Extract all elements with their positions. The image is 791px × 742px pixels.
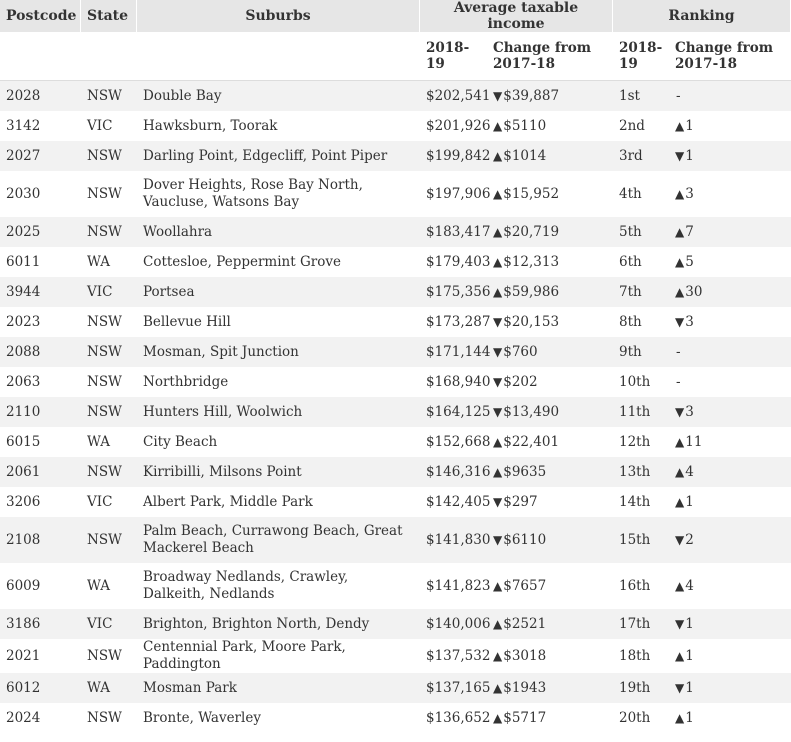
income-change-arrow-icon: ▼ — [493, 88, 503, 103]
income-cell: $183,417 — [420, 217, 487, 247]
rank-change-cell — [669, 457, 791, 487]
table-row — [0, 639, 791, 673]
suburbs-cell: Kirribilli, Milsons Point — [137, 457, 420, 487]
state-cell: NSW — [81, 217, 137, 247]
income-change-value: $2521 — [503, 615, 547, 632]
rank-change-cell — [669, 397, 791, 427]
income-change-cell — [487, 397, 613, 427]
table-row — [0, 247, 791, 277]
postcode-cell: 3206 — [0, 487, 81, 517]
postcode-cell: 2110 — [0, 397, 81, 427]
income-change-cell — [487, 457, 613, 487]
rank-change-arrow-icon: ▲ — [675, 648, 685, 663]
rank-change-cell — [669, 337, 791, 367]
rank-cell: 1st — [613, 81, 669, 111]
income-change-cell — [487, 307, 613, 337]
income-cell: $201,926 — [420, 111, 487, 141]
rank-cell: 15th — [613, 517, 669, 563]
income-change-arrow-icon: ▲ — [493, 284, 503, 299]
income-change-arrow-icon: ▲ — [493, 148, 503, 163]
rank-change-arrow-icon: ▲ — [675, 434, 685, 449]
postcode-cell: 2027 — [0, 141, 81, 171]
rank-change-arrow-icon: ▲ — [675, 464, 685, 479]
income-change-arrow-icon: ▲ — [493, 680, 503, 695]
table-row — [0, 563, 791, 609]
rank-change-arrow-icon: ▼ — [675, 314, 685, 329]
rank-change-value: - — [676, 87, 681, 104]
suburbs-cell: Woollahra — [137, 217, 420, 247]
income-change-arrow-icon: ▼ — [493, 314, 503, 329]
income-change-value: $20,719 — [503, 223, 560, 240]
subheader-income-year: 2018-19 — [420, 32, 487, 81]
rank-change-arrow-icon: ▼ — [675, 404, 685, 419]
rank-change-value: 1 — [685, 709, 694, 726]
rank-change-value: 1 — [685, 679, 694, 696]
rank-change-cell — [669, 703, 791, 733]
state-cell: NSW — [81, 141, 137, 171]
rank-change-value: 7 — [685, 223, 694, 240]
state-cell: VIC — [81, 277, 137, 307]
rank-change-value: 4 — [685, 577, 694, 594]
rank-change-value: 2 — [685, 531, 694, 548]
income-cell: $202,541 — [420, 81, 487, 111]
rank-change-value: 1 — [685, 147, 694, 164]
income-change-cell — [487, 703, 613, 733]
state-cell: NSW — [81, 81, 137, 111]
rank-cell: 12th — [613, 427, 669, 457]
postcode-cell: 3142 — [0, 111, 81, 141]
postcode-cell: 2088 — [0, 337, 81, 367]
income-cell: $173,287 — [420, 307, 487, 337]
income-change-arrow-icon: ▲ — [493, 578, 503, 593]
income-cell: $137,532 — [420, 639, 487, 673]
income-change-value: $1014 — [503, 147, 547, 164]
rank-change-value: 3 — [685, 313, 694, 330]
rank-cell: 18th — [613, 639, 669, 673]
header-postcode: Postcode — [0, 0, 81, 32]
rank-change-arrow-icon: ▲ — [675, 710, 685, 725]
postcode-cell: 3186 — [0, 609, 81, 639]
suburbs-cell: Mosman Park — [137, 673, 420, 703]
income-change-cell — [487, 217, 613, 247]
rank-change-value: 4 — [685, 463, 694, 480]
table-row — [0, 397, 791, 427]
income-cell: $142,405 — [420, 487, 487, 517]
income-change-arrow-icon: ▼ — [493, 344, 503, 359]
table-row — [0, 703, 791, 733]
rank-change-value: 3 — [685, 403, 694, 420]
rank-change-cell — [669, 563, 791, 609]
table-row — [0, 277, 791, 307]
postcode-cell: 3944 — [0, 277, 81, 307]
header-suburbs: Suburbs — [137, 0, 420, 32]
subheader-blank-1 — [0, 32, 81, 81]
postcode-cell: 2063 — [0, 367, 81, 397]
rank-change-cell — [669, 247, 791, 277]
rank-change-arrow-icon: ▼ — [675, 680, 685, 695]
income-change-cell — [487, 517, 613, 563]
income-change-value: $6110 — [503, 531, 547, 548]
table-row — [0, 171, 791, 217]
income-change-value: $760 — [503, 343, 538, 360]
postcode-cell: 6015 — [0, 427, 81, 457]
rank-cell: 14th — [613, 487, 669, 517]
rank-change-arrow-icon: ▲ — [675, 254, 685, 269]
suburbs-cell: Dover Heights, Rose Bay North, Vaucluse, Watsons Bay — [137, 171, 420, 217]
table-row — [0, 367, 791, 397]
rank-change-cell — [669, 673, 791, 703]
rank-change-value: 11 — [685, 433, 703, 450]
table-row — [0, 217, 791, 247]
income-change-arrow-icon: ▲ — [493, 710, 503, 725]
income-cell: $137,165 — [420, 673, 487, 703]
postcode-cell: 2023 — [0, 307, 81, 337]
income-cell: $141,823 — [420, 563, 487, 609]
income-cell: $175,356 — [420, 277, 487, 307]
rank-change-arrow-icon: ▲ — [675, 494, 685, 509]
income-cell: $152,668 — [420, 427, 487, 457]
income-change-arrow-icon: ▼ — [493, 374, 503, 389]
income-cell: $136,652 — [420, 703, 487, 733]
rank-change-value: 30 — [685, 283, 703, 300]
rank-change-cell — [669, 639, 791, 673]
income-change-value: $297 — [503, 493, 538, 510]
income-change-arrow-icon: ▼ — [493, 404, 503, 419]
rank-change-cell — [669, 81, 791, 111]
table-body — [0, 81, 791, 733]
income-change-arrow-icon: ▲ — [493, 464, 503, 479]
rank-change-arrow-icon: ▼ — [675, 616, 685, 631]
state-cell: WA — [81, 247, 137, 277]
postcode-cell: 2028 — [0, 81, 81, 111]
income-change-cell — [487, 609, 613, 639]
state-cell: NSW — [81, 397, 137, 427]
income-cell: $141,830 — [420, 517, 487, 563]
income-change-cell — [487, 81, 613, 111]
subheader-income-change: Change from 2017-18 — [487, 32, 613, 81]
income-change-arrow-icon: ▲ — [493, 434, 503, 449]
state-cell: WA — [81, 427, 137, 457]
rank-change-value: 1 — [685, 647, 694, 664]
income-change-value: $7657 — [503, 577, 547, 594]
subheader-rank-change: Change from 2017-18 — [669, 32, 791, 81]
income-change-cell — [487, 427, 613, 457]
postcode-cell: 2025 — [0, 217, 81, 247]
income-change-arrow-icon: ▼ — [493, 532, 503, 547]
suburbs-cell: Palm Beach, Currawong Beach, Great Mackerel Beach — [137, 517, 420, 563]
rank-cell: 11th — [613, 397, 669, 427]
rank-change-cell — [669, 277, 791, 307]
income-change-value: $1943 — [503, 679, 547, 696]
state-cell: NSW — [81, 457, 137, 487]
postcode-cell: 2024 — [0, 703, 81, 733]
rank-cell: 13th — [613, 457, 669, 487]
rank-change-arrow-icon: ▲ — [675, 118, 685, 133]
header-average-taxable-income: Average taxable income — [420, 0, 613, 32]
suburbs-cell: Darling Point, Edgecliff, Point Piper — [137, 141, 420, 171]
rank-cell: 17th — [613, 609, 669, 639]
rank-change-arrow-icon: ▲ — [675, 224, 685, 239]
income-change-arrow-icon: ▲ — [493, 118, 503, 133]
income-cell: $197,906 — [420, 171, 487, 217]
income-change-value: $15,952 — [503, 185, 560, 202]
income-change-arrow-icon: ▼ — [493, 494, 503, 509]
income-change-cell — [487, 487, 613, 517]
table-row — [0, 111, 791, 141]
rank-cell: 6th — [613, 247, 669, 277]
suburbs-cell: Hawksburn, Toorak — [137, 111, 420, 141]
suburbs-cell: Mosman, Spit Junction — [137, 337, 420, 367]
rank-cell: 2nd — [613, 111, 669, 141]
rank-cell: 5th — [613, 217, 669, 247]
rank-change-arrow-icon: ▼ — [675, 532, 685, 547]
rank-change-cell — [669, 111, 791, 141]
rank-change-cell — [669, 487, 791, 517]
subheader-blank-2 — [81, 32, 137, 81]
suburbs-cell: Bronte, Waverley — [137, 703, 420, 733]
rank-change-cell — [669, 141, 791, 171]
suburbs-cell: Portsea — [137, 277, 420, 307]
state-cell: VIC — [81, 487, 137, 517]
income-change-cell — [487, 337, 613, 367]
rank-cell: 20th — [613, 703, 669, 733]
income-change-arrow-icon: ▲ — [493, 224, 503, 239]
income-change-value: $5110 — [503, 117, 547, 134]
postcode-cell: 2108 — [0, 517, 81, 563]
table-row — [0, 457, 791, 487]
income-change-cell — [487, 367, 613, 397]
rank-change-arrow-icon: ▲ — [675, 578, 685, 593]
suburbs-cell: Hunters Hill, Woolwich — [137, 397, 420, 427]
suburbs-cell: Bellevue Hill — [137, 307, 420, 337]
income-change-value: $13,490 — [503, 403, 560, 420]
header-state: State — [81, 0, 137, 32]
income-change-arrow-icon: ▲ — [493, 616, 503, 631]
state-cell: NSW — [81, 517, 137, 563]
state-cell: NSW — [81, 367, 137, 397]
income-cell: $199,842 — [420, 141, 487, 171]
state-cell: NSW — [81, 639, 137, 673]
rank-cell: 8th — [613, 307, 669, 337]
rank-change-cell — [669, 217, 791, 247]
state-cell: NSW — [81, 171, 137, 217]
postcode-cell: 2061 — [0, 457, 81, 487]
rank-change-value: 5 — [685, 253, 694, 270]
table-row — [0, 673, 791, 703]
rank-change-arrow-icon: ▼ — [675, 148, 685, 163]
rank-cell: 16th — [613, 563, 669, 609]
table-row — [0, 337, 791, 367]
income-change-value: $202 — [503, 373, 538, 390]
rank-cell: 19th — [613, 673, 669, 703]
rank-change-value: - — [676, 373, 681, 390]
income-cell: $140,006 — [420, 609, 487, 639]
table-row — [0, 487, 791, 517]
suburbs-cell: Cottesloe, Peppermint Grove — [137, 247, 420, 277]
postcode-cell: 6011 — [0, 247, 81, 277]
postcode-cell: 2030 — [0, 171, 81, 217]
income-change-value: $20,153 — [503, 313, 560, 330]
rank-change-value: 3 — [685, 185, 694, 202]
income-change-cell — [487, 171, 613, 217]
header-ranking: Ranking — [613, 0, 791, 32]
suburbs-cell: City Beach — [137, 427, 420, 457]
subheader-rank-year: 2018-19 — [613, 32, 669, 81]
income-cell: $146,316 — [420, 457, 487, 487]
state-cell: WA — [81, 563, 137, 609]
rank-cell: 7th — [613, 277, 669, 307]
postcode-cell: 2021 — [0, 639, 81, 673]
state-cell: VIC — [81, 609, 137, 639]
table-row — [0, 141, 791, 171]
state-cell: NSW — [81, 703, 137, 733]
income-cell: $168,940 — [420, 367, 487, 397]
postcode-cell: 6009 — [0, 563, 81, 609]
income-change-value: $39,887 — [503, 87, 560, 104]
income-change-value: $3018 — [503, 647, 547, 664]
rank-cell: 4th — [613, 171, 669, 217]
rank-change-cell — [669, 367, 791, 397]
income-change-cell — [487, 247, 613, 277]
income-cell: $164,125 — [420, 397, 487, 427]
state-cell: VIC — [81, 111, 137, 141]
income-change-cell — [487, 111, 613, 141]
income-change-cell — [487, 673, 613, 703]
table-row — [0, 307, 791, 337]
rank-cell: 3rd — [613, 141, 669, 171]
income-change-cell — [487, 277, 613, 307]
income-change-cell — [487, 639, 613, 673]
suburbs-cell: Double Bay — [137, 81, 420, 111]
income-change-arrow-icon: ▲ — [493, 186, 503, 201]
income-change-cell — [487, 563, 613, 609]
rank-change-arrow-icon: ▲ — [675, 284, 685, 299]
postcode-cell: 6012 — [0, 673, 81, 703]
table-row — [0, 517, 791, 563]
rank-cell: 9th — [613, 337, 669, 367]
income-cell: $179,403 — [420, 247, 487, 277]
subheader-blank-3 — [137, 32, 420, 81]
rank-cell: 10th — [613, 367, 669, 397]
suburbs-cell: Broadway Nedlands, Crawley, Dalkeith, Nedlands — [137, 563, 420, 609]
income-change-cell — [487, 141, 613, 171]
income-change-arrow-icon: ▲ — [493, 254, 503, 269]
rank-change-value: - — [676, 343, 681, 360]
income-change-value: $5717 — [503, 709, 547, 726]
suburbs-cell: Brighton, Brighton North, Dendy — [137, 609, 420, 639]
state-cell: WA — [81, 673, 137, 703]
rank-change-cell — [669, 609, 791, 639]
rank-change-cell — [669, 517, 791, 563]
rank-change-value: 1 — [685, 493, 694, 510]
table-row — [0, 427, 791, 457]
rank-change-cell — [669, 307, 791, 337]
rank-change-cell — [669, 427, 791, 457]
rank-change-arrow-icon: ▲ — [675, 186, 685, 201]
table-row — [0, 81, 791, 111]
income-change-value: $59,986 — [503, 283, 560, 300]
rank-change-cell — [669, 171, 791, 217]
rank-change-value: 1 — [685, 117, 694, 134]
income-change-arrow-icon: ▲ — [493, 648, 503, 663]
income-change-value: $9635 — [503, 463, 547, 480]
state-cell: NSW — [81, 307, 137, 337]
income-change-value: $22,401 — [503, 433, 560, 450]
suburbs-cell: Northbridge — [137, 367, 420, 397]
state-cell: NSW — [81, 337, 137, 367]
income-cell: $171,144 — [420, 337, 487, 367]
income-change-value: $12,313 — [503, 253, 560, 270]
rank-change-value: 1 — [685, 615, 694, 632]
suburbs-cell: Albert Park, Middle Park — [137, 487, 420, 517]
table-row — [0, 609, 791, 639]
suburbs-cell: Centennial Park, Moore Park, Paddington — [137, 639, 420, 673]
